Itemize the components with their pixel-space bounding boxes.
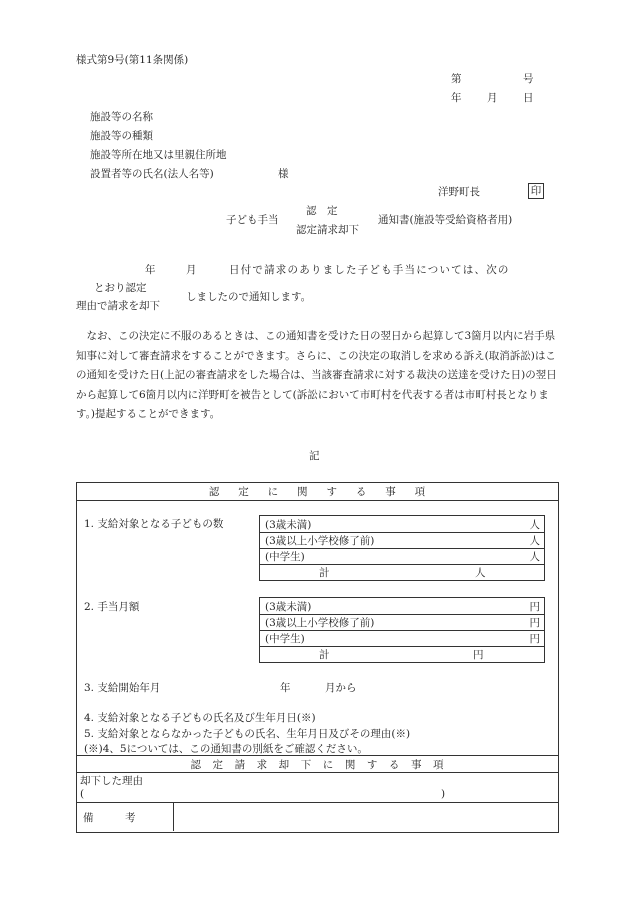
item4-label: 4. 支給対象となる子どもの氏名及び生年月日(※) [84, 712, 316, 724]
date-year: 年 [451, 92, 462, 104]
row-unit: 人 [529, 551, 540, 563]
children-row [260, 548, 544, 565]
doc-number-suffix: 号 [523, 73, 534, 85]
ki-heading: 記 [309, 450, 320, 462]
amount-total-row [260, 646, 544, 662]
row-label: (中学生) [265, 633, 305, 645]
table-divider [76, 500, 558, 501]
children-total-row [260, 564, 544, 580]
facility-address-label: 施設等所在地又は里親住所地 [90, 149, 227, 161]
facility-type-label: 施設等の種類 [90, 130, 153, 142]
row-label: (3歳以上小学校修了前) [265, 535, 375, 547]
rejection-reason-open-paren: ( [80, 788, 85, 800]
table-divider [76, 772, 558, 773]
row-unit: 円 [529, 601, 540, 613]
intro-month: 月 [186, 264, 197, 276]
doc-number-prefix: 第 [451, 73, 462, 85]
table-divider [76, 802, 558, 803]
item3-month: 月から [325, 682, 357, 694]
row-label: (中学生) [265, 551, 305, 563]
row-unit: 人 [529, 535, 540, 547]
total-label: 計 [319, 567, 330, 579]
children-row [260, 532, 544, 549]
row-label: (3歳未満) [265, 601, 312, 613]
row-label: (3歳未満) [265, 519, 312, 531]
amount-row [260, 614, 544, 631]
footnote: (※)4、5については、この通知書の別紙をご確認ください。 [84, 743, 368, 755]
monthly-amount-table [259, 597, 545, 663]
form-number: 様式第9号(第11条関係) [76, 54, 189, 66]
item2-label: 2. 手当月額 [84, 601, 140, 613]
table-divider [76, 755, 558, 756]
remarks-label: 備 考 [83, 812, 136, 824]
remarks-divider [173, 802, 174, 831]
intro-text: 日付で請求のありました子ども手当については、次の [229, 264, 510, 276]
row-unit: 円 [529, 617, 540, 629]
children-count-table [259, 515, 545, 581]
row-label: (3歳以上小学校修了前) [265, 617, 375, 629]
total-label: 計 [319, 649, 330, 661]
title-prefix: 子ども手当 [226, 214, 279, 226]
item5-label: 5. 支給対象とならなかった子どもの氏名、生年月日及びその理由(※) [84, 728, 411, 740]
intro-option-approved: とおり認定 [94, 282, 147, 294]
title-option-approved: 認 定 [306, 205, 338, 217]
item1-label: 1. 支給対象となる子どもの数 [84, 518, 224, 530]
total-unit: 円 [473, 649, 484, 661]
honorific: 様 [278, 168, 289, 180]
seal-box: 印 [528, 183, 544, 199]
facility-name-label: 施設等の名称 [90, 111, 153, 123]
founder-name-label: 設置者等の氏名(法人名等) [90, 168, 214, 180]
appeal-notice-paragraph: なお、この決定に不服のあるときは、この通知書を受けた日の翌日から起算して3箇月以内に岩手県知事に対して審査請求をすることができます。さらに、この決定の取消しを求める訴え(取消訴訟)はこの通知を受けた日(上記の審査請求をした場合は、当該審査請求に対する裁決の送達を受けた日)の翌日から起算して6箇月以内に洋野町を被告として(訴訟において市町村を代表する者は市町村長となります。)提起することができます。 [76, 330, 557, 420]
row-unit: 円 [529, 633, 540, 645]
intro-conclusion: しましたので通知します。 [186, 291, 312, 303]
title-suffix: 通知書(施設等受給資格者用) [378, 214, 513, 226]
rejection-reason-label: 却下した理由 [80, 775, 143, 787]
rejection-section-heading: 認定請求却下に関する事項 [190, 759, 456, 771]
date-month: 月 [487, 92, 498, 104]
title-option-rejected: 認定請求却下 [296, 224, 359, 236]
total-unit: 人 [475, 567, 486, 579]
rejection-reason-close-paren: ) [441, 788, 446, 800]
intro-year: 年 [145, 264, 156, 276]
date-day: 日 [523, 92, 534, 104]
item3-year: 年 [280, 682, 291, 694]
item3-label: 3. 支給開始年月 [84, 682, 161, 694]
amount-row [260, 630, 544, 647]
approval-section-heading: 認定に関する事項 [208, 486, 445, 498]
children-row [260, 516, 544, 533]
row-unit: 人 [529, 519, 540, 531]
issuer-name: 洋野町長 [438, 186, 480, 198]
amount-row [260, 598, 544, 615]
intro-option-rejected: 理由で請求を却下 [76, 300, 160, 312]
